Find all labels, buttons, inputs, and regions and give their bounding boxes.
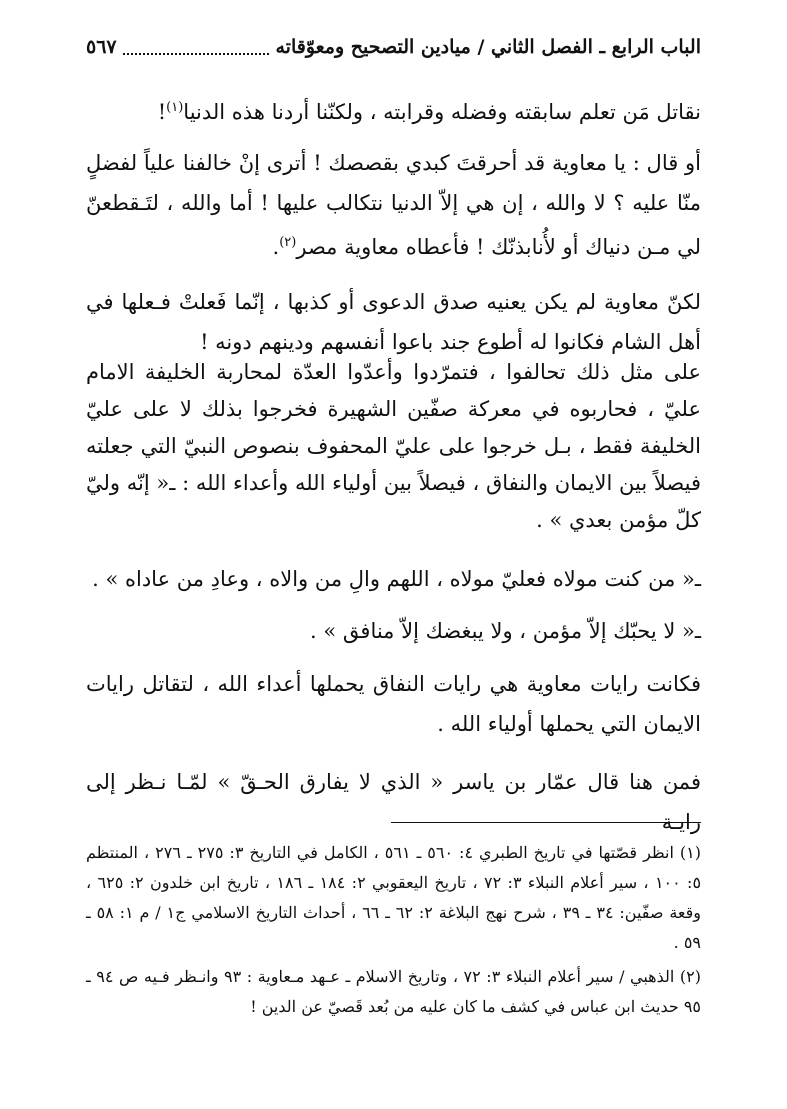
paragraph-1 xyxy=(86,92,701,128)
paragraph-1-end: ! xyxy=(157,100,167,124)
footnote-rule xyxy=(391,822,701,823)
paragraph-2-text: أو قال : يا معاوية قد أحرقتَ كبدي بقصصك ! أترى إنْ خالفنا علياً لفضلٍ منّا عليه ؟ لا والله ، إن هي إلاّ الدنيا نتكالب عليها ! أما والله ، لتَـقطعنّ لي مـن دنياك أو لأُنابذنّك ! فأعطاه معاوية مصر xyxy=(86,151,701,259)
running-head-title: الباب الرابع ـ الفصل الثاني / ميادين التصحيح ومعوّقاته xyxy=(275,36,701,58)
hadith-quote-1: ـ« من كنت مولاه فعليّ مولاه ، اللهم والِ من والاه ، وعادِ من عاداه » . xyxy=(92,567,701,591)
paragraph-2-end: . xyxy=(272,235,280,259)
paragraph-3: لكنّ معاوية لم يكن يعنيه صدق الدعوى أو كذبها ، إنّما فَعلتْ فـعلها في أهل الشام فكانوا له أطوع جند باعوا أنفسهم ودينهم دونه ! xyxy=(86,290,701,354)
running-head xyxy=(86,32,701,62)
page-number: ٥٦٧ xyxy=(86,36,117,58)
paragraph-4: على مثل ذلك تحالفوا ، فتمرّدوا وأعدّوا العدّة لمحاربة الخليفة الامام عليّ ، فحاربوه في معركة صفّين الشهيرة فخرجوا بذلك لا على عليّ الخليفة فقط ، بـل خرجوا على عليّ المحفوف بنصوص النبيّ التي جعلته فيصلاً بين الايمان والنفاق ، فيصلاً بين أولياء الله وأعداء الله : ـ« إنّه وليّ كلّ مؤمن بعدي » . xyxy=(86,360,701,532)
paragraph-1-text: نقاتل مَن تعلم سابقته وفضله وقرابته ، ولكنّنا أردنا هذه الدنيا xyxy=(183,100,701,124)
footnote-1: (١) انظر قصّتها في تاريخ الطبري ٤: ٥٦٠ ـ ٥٦١ ، الكامل في التاريخ ٣: ٢٧٥ ـ ٢٧٦ ، المنتظم ٥: ١٠٠ ، سير أعلام النبلاء ٣: ٧٢ ، تاريخ اليعقوبي ٢: ١٨٤ ـ ١٨٦ ، تاريخ ابن خلدون ٢: ٦٢٥ ، وقعة صفّين: ٣٤ ـ ٣٩ ، شرح نهج البلاغة ٢: ٦٢ ـ ٦٦ ، أحداث التاريخ الاسلامي ج١ / م ١: ٥٨ ـ ٥٩ . xyxy=(86,843,702,952)
paragraph-7: فكانت رايات معاوية هي رايات النفاق يحملها أعداء الله ، لتقاتل رايات الايمان التي يحملها أولياء الله . xyxy=(86,672,701,736)
footnote-2: (٢) الذهبي / سير أعلام النبلاء ٣: ٧٢ ، وتاريخ الاسلام ـ عـهد مـعاوية : ٩٣ وانـظر فـيه ص ٩٤ ـ ٩٥ حديث ابن عباس في كشف ما كان عليه من بُعد قَصيّ عن الدين ! xyxy=(86,967,701,1016)
leader-dots xyxy=(123,39,270,55)
paragraph-8: فمن هنا قال عمّار بن ياسر « الذي لا يفارق الحـقّ » لمّـا نـظر إلى رايـة xyxy=(86,770,701,834)
footnote-ref-1: (١) xyxy=(166,100,184,115)
paragraph-2 xyxy=(86,143,701,267)
hadith-quote-2: ـ« لا يحبّك إلاّ مؤمن ، ولا يبغضك إلاّ منافق » . xyxy=(310,619,701,643)
footnote-ref-2: (٢) xyxy=(279,235,297,250)
